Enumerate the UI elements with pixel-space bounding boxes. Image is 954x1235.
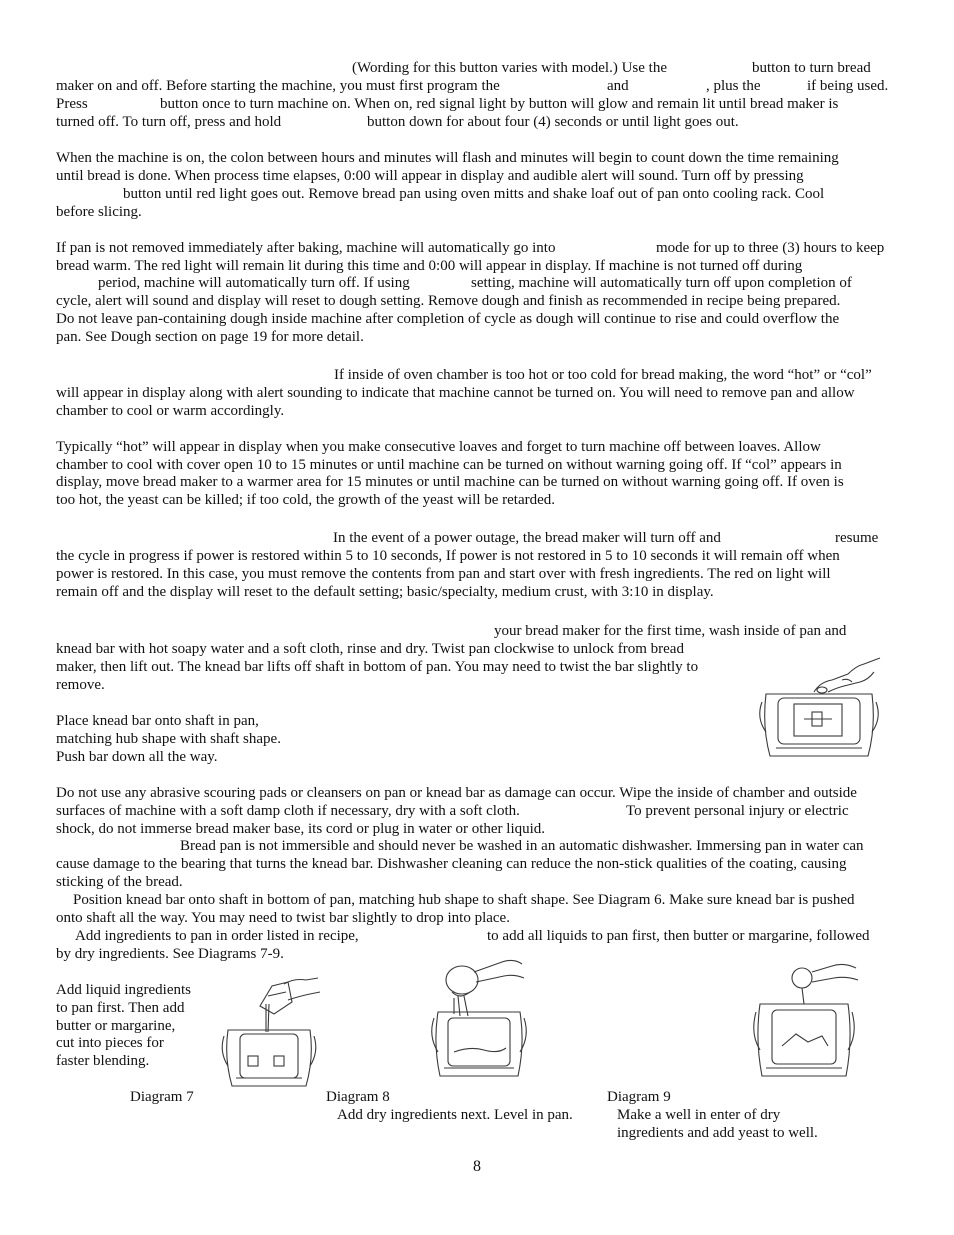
text-line: matching hub shape with shaft shape. [56, 731, 281, 747]
text-line: resume [835, 530, 879, 546]
text-line: If pan is not removed immediately after baking, machine will automatically go into [56, 240, 556, 256]
text-line: until bread is done. When process time elapses, 0:00 will appear in display and audible alert will sound. Turn off by pressing [56, 168, 804, 184]
diagram-8-label: Diagram 8 [326, 1089, 390, 1105]
text-line: display, move bread maker to a warmer area for 15 minutes or until machine can be turned on without warning going off. If oven is [56, 474, 844, 490]
diagram-9-illustration [752, 954, 862, 1084]
text-line: Push bar down all the way. [56, 749, 218, 765]
text-line: sticking of the bread. [56, 874, 183, 890]
diagram-9-caption: Make a well in enter of dry [617, 1107, 781, 1123]
text-line: bread warm. The red light will remain lit during this time and 0:00 will appear in display. If machine is not turned off during [56, 258, 803, 274]
text-line: too hot, the yeast can be killed; if too cold, the growth of the yeast will be retarded. [56, 492, 556, 508]
text-line: butter or margarine, [56, 1018, 176, 1034]
text-line: Position knead bar onto shaft in bottom of pan, matching hub shape to shaft shape. See Diagram 6. Make sure knead bar is pushed [73, 892, 855, 908]
diagram-9-caption: ingredients and add yeast to well. [617, 1125, 818, 1141]
text-line: mode for up to three (3) hours to keep [656, 240, 885, 256]
text-line: setting, machine will automatically turn off upon completion of [471, 275, 852, 291]
text-line: Do not leave pan-containing dough inside machine after completion of cycle as dough will continue to rise and could overflow the [56, 311, 840, 327]
text-line: the cycle in progress if power is restored within 5 to 10 seconds, If power is not restored in 5 to 10 seconds it will remain off when [56, 548, 840, 564]
text-line: button until red light goes out. Remove bread pan using oven mitts and shake loaf out of pan onto cooling rack. Cool [123, 186, 825, 202]
text-line: your bread maker for the first time, wash inside of pan and [494, 623, 847, 639]
diagram-8-illustration [430, 954, 530, 1084]
text-line: Do not use any abrasive scouring pads or cleansers on pan or knead bar as damage can occur. Wipe the inside of chamber and outside [56, 785, 857, 801]
text-line: if being used. [807, 78, 889, 94]
text-line: button once to turn machine on. When on, red signal light by button will glow and remain lit until bread maker is [160, 96, 839, 112]
text-line: cycle, alert will sound and display will reset to dough setting. Remove dough and finish as recommended in recipe being prepared. [56, 293, 841, 309]
text-line: Typically “hot” will appear in display when you make consecutive loaves and forget to turn machine off between loaves. Allow [56, 439, 821, 455]
text-line: Add ingredients to pan in order listed in recipe, [75, 928, 359, 944]
text-line: chamber to cool or warm accordingly. [56, 403, 285, 419]
pan-knead-bar-illustration [756, 652, 890, 772]
text-line: maker on and off. Before starting the machine, you must first program the [56, 78, 500, 94]
text-line: before slicing. [56, 204, 142, 220]
text-line: power is restored. In this case, you must remove the contents from pan and start over with fresh ingredients. The red on light will [56, 566, 831, 582]
text-line: shock, do not immerse bread maker base, its cord or plug in water or other liquid. [56, 821, 546, 837]
text-line: turned off. To turn off, press and hold [56, 114, 282, 130]
text-line: will appear in display along with alert sounding to indicate that machine cannot be turned on. You will need to remove pan and allow [56, 385, 855, 401]
text-line: , plus the [706, 78, 761, 94]
text-line: pan. See Dough section on page 19 for more detail. [56, 329, 364, 345]
text-line: remove. [56, 677, 105, 693]
text-line: surfaces of machine with a soft damp cloth if necessary, dry with a soft cloth. [56, 803, 520, 819]
diagram-7-label: Diagram 7 [130, 1089, 194, 1105]
text-line: cause damage to the bearing that turns the knead bar. Dishwasher cleaning can reduce the non-stick qualities of the coating, causing [56, 856, 847, 872]
text-line: chamber to cool with cover open 10 to 15 minutes or until machine can be turned on without warning going off. If “col” appears in [56, 457, 842, 473]
text-line: knead bar with hot soapy water and a soft cloth, rinse and dry. Twist pan clockwise to unlock from bread [56, 641, 684, 657]
text-line: cut into pieces for [56, 1035, 164, 1051]
text-line: remain off and the display will reset to the default setting; basic/specialty, medium crust, with 3:10 in display. [56, 584, 714, 600]
diagram-9-label: Diagram 9 [607, 1089, 671, 1105]
text-line: button to turn bread [752, 60, 871, 76]
text-line: To prevent personal injury or electric [626, 803, 849, 819]
text-line: button down for about four (4) seconds or until light goes out. [367, 114, 739, 130]
text-line: When the machine is on, the colon between hours and minutes will flash and minutes will begin to count down the time remaining [56, 150, 839, 166]
text-line: (Wording for this button varies with model.) Use the [352, 60, 667, 76]
text-line: onto shaft all the way. You may need to twist bar slightly to drop into place. [56, 910, 510, 926]
text-line: Bread pan is not immersible and should never be washed in an automatic dishwasher. Immersing pan in water can [180, 838, 864, 854]
text-line: Place knead bar onto shaft in pan, [56, 713, 259, 729]
text-line: and [607, 78, 629, 94]
text-line: period, machine will automatically turn off. If using [98, 275, 410, 291]
text-line: faster blending. [56, 1053, 150, 1069]
text-line: Press [56, 96, 88, 112]
text-line: to pan first. Then add [56, 1000, 185, 1016]
text-line: maker, then lift out. The knead bar lifts off shaft in bottom of pan. You may need to twist the bar slightly to [56, 659, 699, 675]
text-line: If inside of oven chamber is too hot or too cold for bread making, the word “hot” or “col” [334, 367, 872, 383]
text-line: by dry ingredients. See Diagrams 7-9. [56, 946, 284, 962]
text-line: In the event of a power outage, the bread maker will turn off and [333, 530, 721, 546]
text-line: to add all liquids to pan first, then butter or margarine, followed [487, 928, 870, 944]
diagram-8-caption: Add dry ingredients next. Level in pan. [337, 1107, 573, 1123]
page-number: 8 [473, 1158, 481, 1175]
text-line: Add liquid ingredients [56, 982, 191, 998]
diagram-7-illustration [222, 974, 322, 1094]
